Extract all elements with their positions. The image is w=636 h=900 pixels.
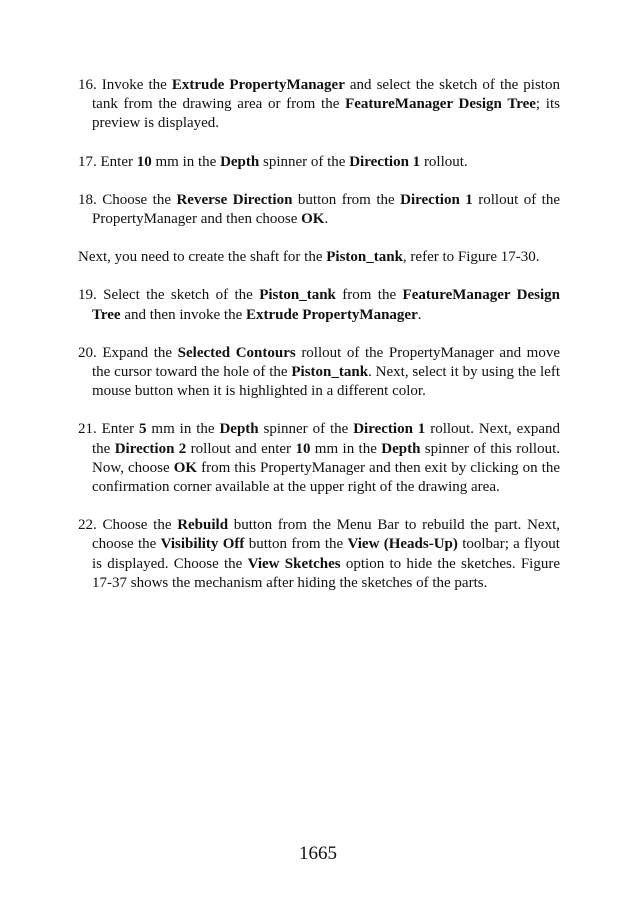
- bold-term: Selected Contours: [177, 344, 296, 361]
- text-run: 21. Enter: [78, 421, 140, 438]
- paragraph-step-20: [78, 344, 560, 402]
- bold-term: FeatureManager Design Tree: [345, 96, 536, 113]
- bold-term: Rebuild: [177, 517, 229, 534]
- text-run: toolbar; a flyout is displayed. Choose the: [92, 536, 560, 572]
- bold-term: Extrude PropertyManager: [245, 306, 418, 323]
- bold-term: OK: [173, 459, 198, 476]
- bold-term: Piston_tank: [259, 287, 336, 304]
- text-run: spinner of this rollout. Now, choose: [92, 440, 561, 476]
- bold-term: Piston_tank: [326, 249, 403, 266]
- paragraph-step-22: [78, 516, 560, 593]
- text-run: Next, you need to create the shaft for the: [78, 249, 327, 266]
- text-run: . Next, select it by using the left mouse button when it is highlighted in a different color.: [92, 364, 560, 400]
- bold-term: View Sketches: [247, 555, 341, 572]
- page-body: [78, 76, 560, 612]
- page-number: 1665: [299, 843, 337, 864]
- text-run: mm in the: [151, 153, 221, 170]
- text-run: 19. Select the sketch of the: [78, 287, 260, 304]
- text-run: 16. Invoke the: [78, 77, 172, 93]
- bold-term: Extrude PropertyManager: [171, 77, 345, 93]
- bold-term: Reverse Direction: [176, 191, 293, 208]
- text-run: rollout of the PropertyManager and then choose: [92, 191, 560, 228]
- bold-term: 10: [136, 153, 152, 170]
- text-run: .: [417, 306, 422, 323]
- paragraph-next-shaft: [78, 248, 560, 267]
- text-run: button from the: [292, 191, 401, 208]
- bold-term: Visibility Off: [160, 536, 245, 553]
- text-run: rollout.: [420, 153, 468, 170]
- text-run: from this PropertyManager and then exit by clicking on the confirmation corner available at the upper right of the drawing area.: [92, 459, 560, 496]
- text-run: button from the Menu Bar to rebuild the part. Next, choose the: [92, 517, 560, 553]
- bold-term: Depth: [381, 440, 421, 457]
- text-run: spinner of the: [258, 421, 354, 438]
- bold-term: Direction 1: [349, 153, 421, 170]
- text-run: and select the sketch of the piston tank from the drawing area or from the: [92, 77, 560, 113]
- bold-term: FeatureManager Design Tree: [92, 287, 561, 323]
- text-run: rollout. Next, expand the: [92, 421, 560, 457]
- text-run: from the: [335, 287, 403, 304]
- text-run: ; its preview is displayed.: [92, 96, 560, 132]
- text-run: and then invoke the: [120, 306, 246, 323]
- paragraph-step-21: [78, 420, 560, 497]
- text-run: mm in the: [146, 421, 220, 438]
- bold-term: 5: [139, 421, 147, 438]
- bold-term: Direction 2: [114, 440, 187, 457]
- text-run: button from the: [244, 536, 348, 553]
- text-run: 20. Expand the: [78, 344, 178, 361]
- bold-term: View (Heads-Up): [347, 536, 458, 553]
- bold-term: Direction 1: [353, 421, 426, 438]
- text-run: spinner of the: [259, 153, 350, 170]
- bold-term: Depth: [219, 421, 259, 438]
- paragraph-step-16: [78, 76, 560, 134]
- bold-term: Depth: [220, 153, 260, 170]
- bold-term: 10: [295, 440, 311, 457]
- text-run: .: [324, 211, 329, 228]
- text-run: , refer to Figure 17-30.: [402, 249, 540, 266]
- bold-term: OK: [301, 211, 325, 228]
- text-run: 22. Choose the: [78, 517, 178, 534]
- text-run: rollout and enter: [186, 440, 296, 457]
- paragraph-step-18: [78, 191, 560, 229]
- bold-term: Direction 1: [400, 191, 473, 208]
- text-run: rollout of the PropertyManager and move the cursor toward the hole of the: [92, 344, 560, 381]
- bold-term: Piston_tank: [291, 364, 369, 381]
- text-run: 17. Enter: [78, 153, 137, 170]
- text-run: mm in the: [310, 440, 382, 457]
- paragraph-step-19: [78, 286, 560, 324]
- text-run: 18. Choose the: [78, 191, 177, 208]
- text-run: option to hide the sketches. Figure 17-37 shows the mechanism after hiding the sketches of the parts.: [92, 555, 560, 591]
- paragraph-step-17: [78, 153, 560, 172]
